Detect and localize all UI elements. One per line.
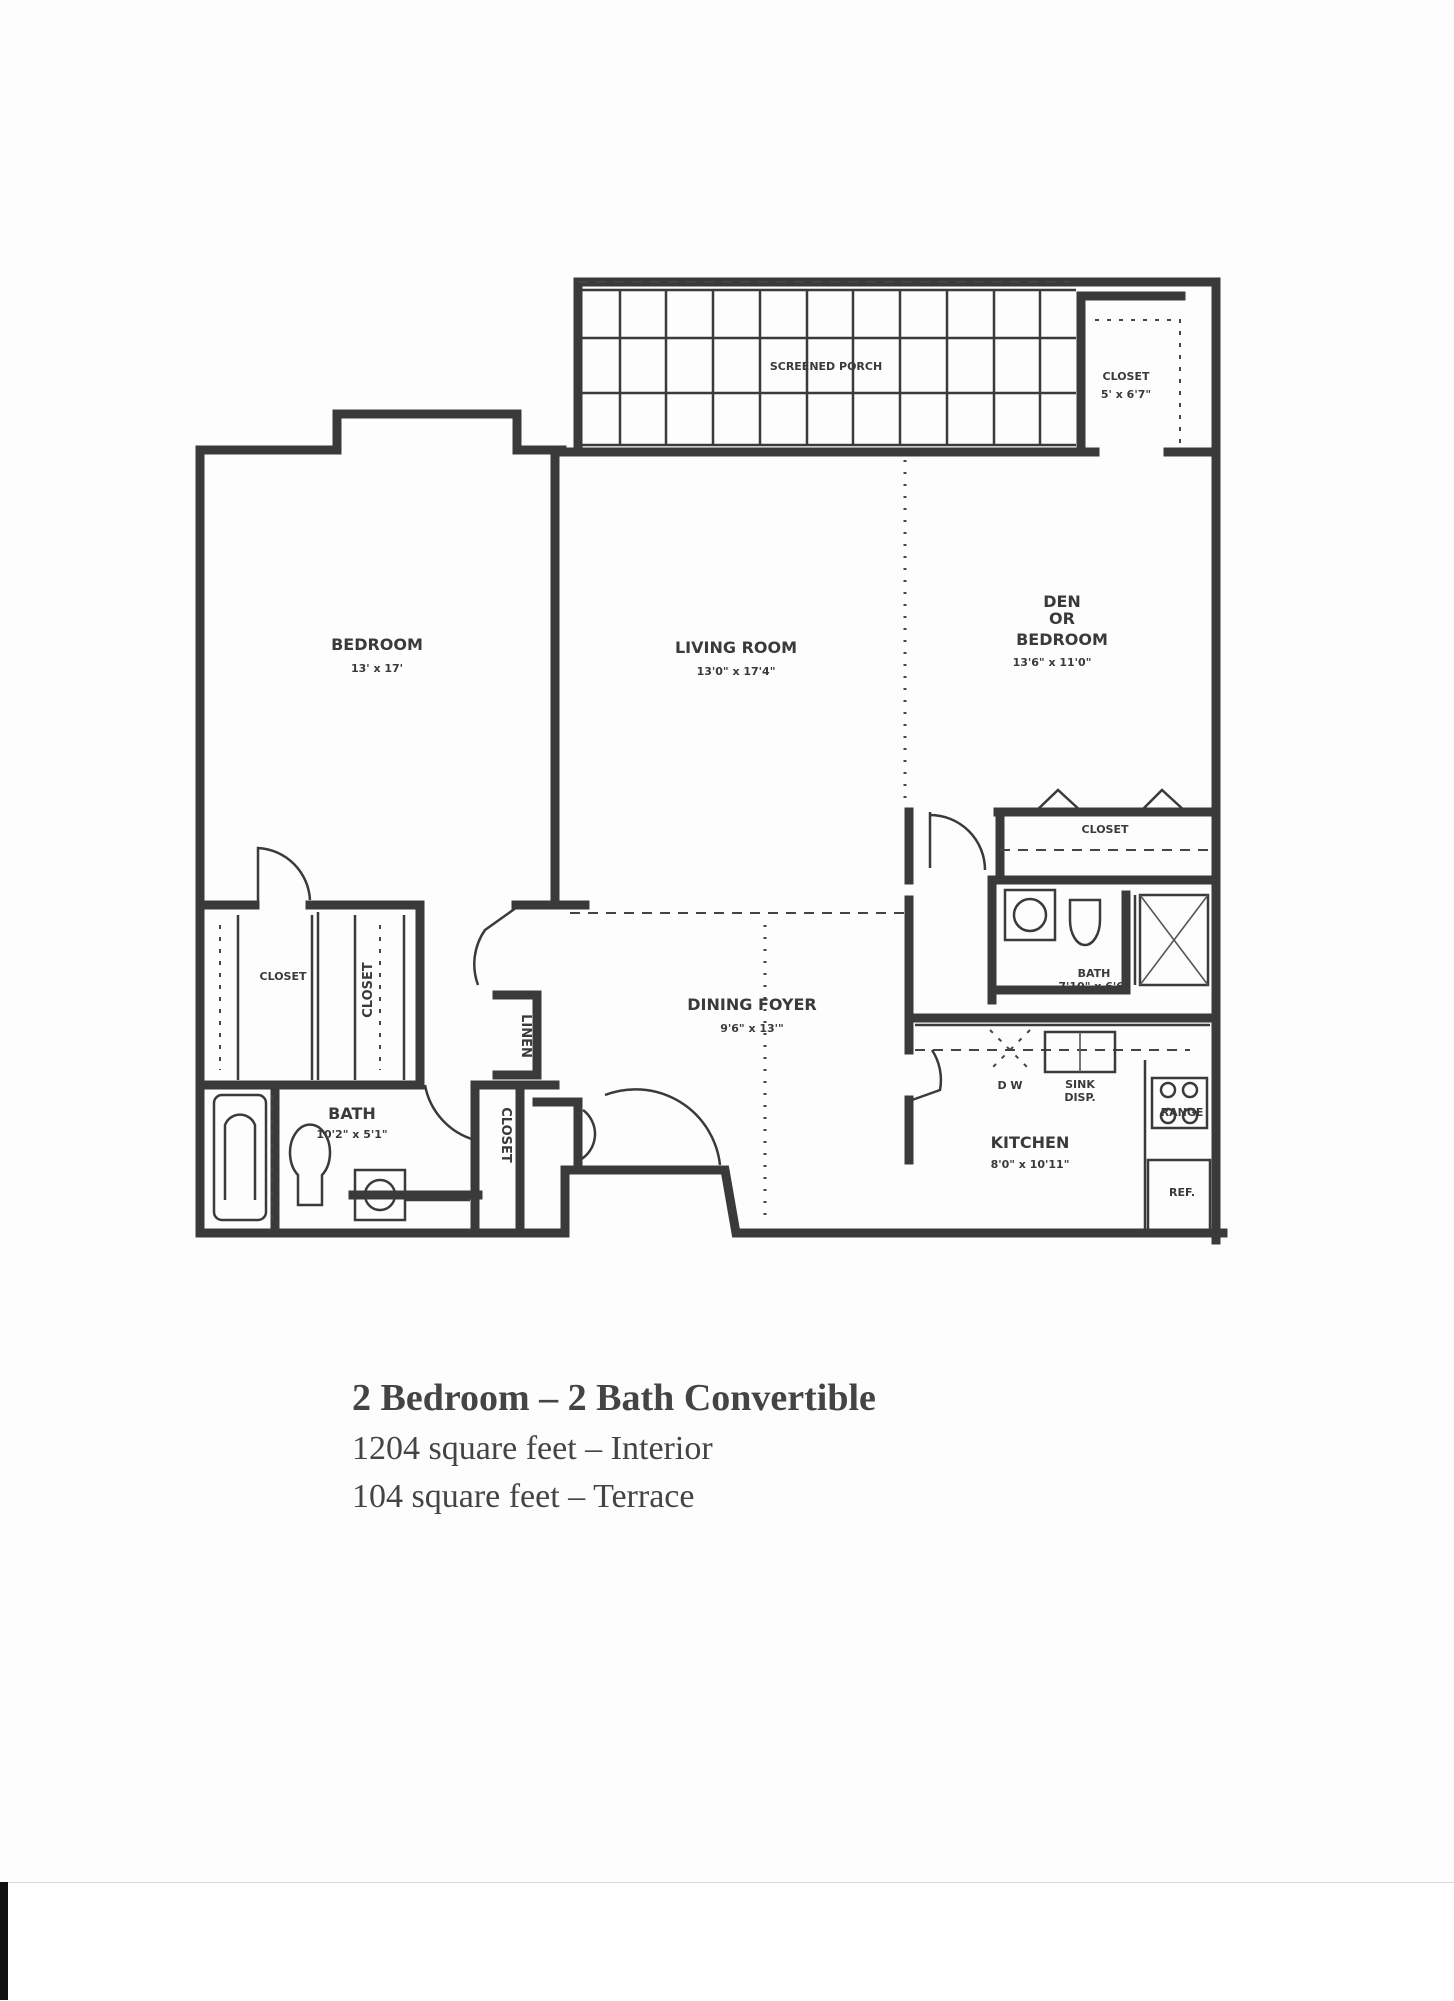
label-screened-porch: SCREENED PORCH	[769, 360, 883, 373]
label-dining-foyer-size: 9'6" x 13'"	[720, 1022, 784, 1035]
label-bath-1-size: 10'2" x 5'1"	[316, 1128, 388, 1141]
label-bedroom-closet-1: CLOSET	[259, 970, 307, 983]
label-sink: SINK	[1065, 1078, 1095, 1091]
label-living-room: LIVING ROOM	[674, 638, 798, 657]
label-bedroom-size: 13' x 17'	[350, 662, 404, 675]
label-den-line1: DEN	[1043, 592, 1081, 611]
caption-title: 2 Bedroom – 2 Bath Convertible	[352, 1377, 876, 1419]
label-den-closet: CLOSET	[1081, 823, 1129, 836]
label-bedroom: BEDROOM	[331, 635, 423, 654]
label-refrigerator: REF.	[1168, 1186, 1196, 1199]
label-bath-2-size: 7'10" x 6'6"	[1058, 980, 1130, 993]
label-bedroom-closet-2: CLOSET	[361, 962, 376, 1018]
label-bath-2: BATH	[1077, 967, 1111, 980]
label-dining-foyer: DINING FOYER	[687, 995, 817, 1014]
label-den-size: 13'6" x 11'0"	[1012, 656, 1092, 669]
label-den-line3: BEDROOM	[1016, 630, 1108, 649]
scan-footer-band	[0, 1882, 1454, 2001]
label-kitchen: KITCHEN	[990, 1133, 1070, 1152]
label-hall-closet: CLOSET	[498, 1107, 513, 1163]
label-range: RANGE	[1160, 1106, 1204, 1119]
bedroom-closet-fixtures	[220, 912, 404, 1080]
label-disposal: DISP.	[1064, 1091, 1096, 1104]
porch-closet-outline	[1095, 320, 1180, 450]
scan-edge-mark	[0, 1882, 8, 2000]
caption-interior-area: 1204 square feet – Interior	[352, 1430, 713, 1467]
label-dishwasher: D W	[997, 1079, 1023, 1092]
label-linen: LINEN	[518, 1014, 533, 1058]
door-swings	[258, 790, 1186, 1165]
label-bath-1: BATH	[328, 1104, 376, 1123]
label-porch-closet-size: 5' x 6'7"	[1100, 388, 1152, 401]
label-kitchen-size: 8'0" x 10'11"	[990, 1158, 1070, 1171]
kitchen-fixtures	[915, 1025, 1210, 1230]
label-porch-closet: CLOSET	[1102, 370, 1150, 383]
label-den-line2: OR	[1049, 609, 1075, 628]
caption-terrace-area: 104 square feet – Terrace	[352, 1478, 695, 1515]
dashed-divisions	[570, 460, 1210, 1225]
label-living-room-size: 13'0" x 17'4"	[696, 665, 776, 678]
